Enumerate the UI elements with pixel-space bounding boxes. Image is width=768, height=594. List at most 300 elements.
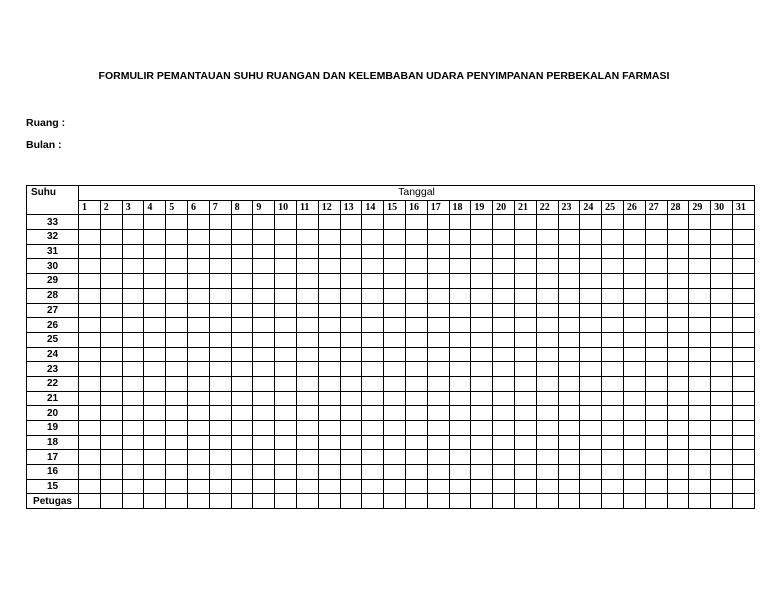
grid-cell[interactable] [493, 450, 515, 465]
grid-cell[interactable] [427, 259, 449, 274]
grid-cell[interactable] [580, 259, 602, 274]
grid-cell[interactable] [711, 435, 733, 450]
grid-cell[interactable] [580, 230, 602, 245]
grid-cell[interactable] [449, 230, 471, 245]
grid-cell[interactable] [100, 391, 122, 406]
grid-cell[interactable] [645, 421, 667, 436]
grid-cell[interactable] [732, 215, 754, 230]
grid-cell[interactable] [122, 215, 144, 230]
grid-cell[interactable] [209, 376, 231, 391]
grid-cell[interactable] [449, 332, 471, 347]
grid-cell[interactable] [384, 450, 406, 465]
grid-cell[interactable] [362, 406, 384, 421]
grid-cell[interactable] [384, 435, 406, 450]
grid-cell[interactable] [100, 435, 122, 450]
grid-cell[interactable] [231, 391, 253, 406]
grid-cell[interactable] [645, 215, 667, 230]
grid-cell[interactable] [318, 479, 340, 494]
grid-cell[interactable] [711, 215, 733, 230]
grid-cell[interactable] [602, 421, 624, 436]
grid-cell[interactable] [623, 479, 645, 494]
grid-cell[interactable] [318, 230, 340, 245]
grid-cell[interactable] [166, 259, 188, 274]
grid-cell[interactable] [405, 494, 427, 509]
grid-cell[interactable] [405, 376, 427, 391]
grid-cell[interactable] [209, 362, 231, 377]
grid-cell[interactable] [296, 259, 318, 274]
grid-cell[interactable] [275, 303, 297, 318]
grid-cell[interactable] [296, 332, 318, 347]
grid-cell[interactable] [602, 332, 624, 347]
grid-cell[interactable] [580, 465, 602, 480]
grid-cell[interactable] [275, 274, 297, 289]
grid-cell[interactable] [558, 362, 580, 377]
grid-cell[interactable] [689, 465, 711, 480]
grid-cell[interactable] [471, 494, 493, 509]
grid-cell[interactable] [732, 406, 754, 421]
grid-cell[interactable] [645, 332, 667, 347]
grid-cell[interactable] [384, 288, 406, 303]
grid-cell[interactable] [667, 332, 689, 347]
grid-cell[interactable] [100, 450, 122, 465]
grid-cell[interactable] [580, 391, 602, 406]
grid-cell[interactable] [275, 465, 297, 480]
grid-cell[interactable] [667, 465, 689, 480]
grid-cell[interactable] [732, 288, 754, 303]
grid-cell[interactable] [296, 465, 318, 480]
grid-cell[interactable] [187, 318, 209, 333]
grid-cell[interactable] [514, 332, 536, 347]
grid-cell[interactable] [275, 406, 297, 421]
grid-cell[interactable] [471, 274, 493, 289]
bulan-field[interactable]: Bulan : [26, 139, 62, 151]
grid-cell[interactable] [732, 274, 754, 289]
grid-cell[interactable] [732, 318, 754, 333]
grid-cell[interactable] [645, 259, 667, 274]
grid-cell[interactable] [296, 479, 318, 494]
grid-cell[interactable] [209, 421, 231, 436]
grid-cell[interactable] [275, 288, 297, 303]
grid-cell[interactable] [623, 376, 645, 391]
grid-cell[interactable] [318, 450, 340, 465]
grid-cell[interactable] [340, 450, 362, 465]
grid-cell[interactable] [79, 347, 101, 362]
grid-cell[interactable] [514, 391, 536, 406]
grid-cell[interactable] [667, 274, 689, 289]
grid-cell[interactable] [209, 215, 231, 230]
grid-cell[interactable] [296, 362, 318, 377]
grid-cell[interactable] [166, 244, 188, 259]
grid-cell[interactable] [187, 494, 209, 509]
grid-cell[interactable] [602, 230, 624, 245]
grid-cell[interactable] [689, 215, 711, 230]
grid-cell[interactable] [732, 450, 754, 465]
grid-cell[interactable] [296, 376, 318, 391]
grid-cell[interactable] [405, 230, 427, 245]
grid-cell[interactable] [623, 288, 645, 303]
grid-cell[interactable] [209, 347, 231, 362]
grid-cell[interactable] [645, 347, 667, 362]
grid-cell[interactable] [166, 362, 188, 377]
grid-cell[interactable] [449, 391, 471, 406]
grid-cell[interactable] [558, 391, 580, 406]
grid-cell[interactable] [689, 406, 711, 421]
grid-cell[interactable] [166, 230, 188, 245]
grid-cell[interactable] [711, 421, 733, 436]
grid-cell[interactable] [384, 244, 406, 259]
grid-cell[interactable] [122, 494, 144, 509]
grid-cell[interactable] [558, 406, 580, 421]
grid-cell[interactable] [275, 494, 297, 509]
grid-cell[interactable] [296, 230, 318, 245]
grid-cell[interactable] [732, 421, 754, 436]
grid-cell[interactable] [667, 288, 689, 303]
grid-cell[interactable] [253, 347, 275, 362]
grid-cell[interactable] [471, 215, 493, 230]
grid-cell[interactable] [732, 259, 754, 274]
grid-cell[interactable] [275, 318, 297, 333]
grid-cell[interactable] [384, 259, 406, 274]
grid-cell[interactable] [711, 303, 733, 318]
grid-cell[interactable] [493, 230, 515, 245]
grid-cell[interactable] [166, 376, 188, 391]
grid-cell[interactable] [122, 406, 144, 421]
grid-cell[interactable] [231, 479, 253, 494]
grid-cell[interactable] [144, 244, 166, 259]
grid-cell[interactable] [602, 450, 624, 465]
grid-cell[interactable] [122, 376, 144, 391]
grid-cell[interactable] [493, 318, 515, 333]
grid-cell[interactable] [514, 465, 536, 480]
grid-cell[interactable] [296, 450, 318, 465]
grid-cell[interactable] [296, 274, 318, 289]
grid-cell[interactable] [340, 274, 362, 289]
grid-cell[interactable] [253, 421, 275, 436]
grid-cell[interactable] [471, 288, 493, 303]
grid-cell[interactable] [122, 450, 144, 465]
grid-cell[interactable] [711, 494, 733, 509]
grid-cell[interactable] [318, 465, 340, 480]
grid-cell[interactable] [493, 259, 515, 274]
grid-cell[interactable] [471, 230, 493, 245]
grid-cell[interactable] [558, 215, 580, 230]
grid-cell[interactable] [296, 347, 318, 362]
grid-cell[interactable] [449, 479, 471, 494]
grid-cell[interactable] [362, 376, 384, 391]
grid-cell[interactable] [231, 303, 253, 318]
grid-cell[interactable] [318, 288, 340, 303]
grid-cell[interactable] [318, 406, 340, 421]
grid-cell[interactable] [384, 230, 406, 245]
grid-cell[interactable] [79, 362, 101, 377]
grid-cell[interactable] [79, 318, 101, 333]
grid-cell[interactable] [580, 288, 602, 303]
grid-cell[interactable] [253, 288, 275, 303]
grid-cell[interactable] [732, 362, 754, 377]
grid-cell[interactable] [296, 215, 318, 230]
grid-cell[interactable] [122, 318, 144, 333]
grid-cell[interactable] [340, 332, 362, 347]
grid-cell[interactable] [558, 332, 580, 347]
grid-cell[interactable] [340, 259, 362, 274]
grid-cell[interactable] [536, 244, 558, 259]
grid-cell[interactable] [449, 465, 471, 480]
grid-cell[interactable] [79, 450, 101, 465]
grid-cell[interactable] [536, 215, 558, 230]
grid-cell[interactable] [340, 303, 362, 318]
grid-cell[interactable] [623, 274, 645, 289]
grid-cell[interactable] [427, 391, 449, 406]
grid-cell[interactable] [471, 465, 493, 480]
grid-cell[interactable] [275, 450, 297, 465]
grid-cell[interactable] [558, 376, 580, 391]
grid-cell[interactable] [689, 274, 711, 289]
grid-cell[interactable] [384, 406, 406, 421]
grid-cell[interactable] [645, 318, 667, 333]
grid-cell[interactable] [493, 332, 515, 347]
grid-cell[interactable] [405, 332, 427, 347]
grid-cell[interactable] [449, 494, 471, 509]
grid-cell[interactable] [231, 435, 253, 450]
grid-cell[interactable] [449, 259, 471, 274]
grid-cell[interactable] [340, 465, 362, 480]
grid-cell[interactable] [514, 288, 536, 303]
grid-cell[interactable] [623, 303, 645, 318]
grid-cell[interactable] [623, 494, 645, 509]
grid-cell[interactable] [536, 450, 558, 465]
grid-cell[interactable] [122, 274, 144, 289]
grid-cell[interactable] [209, 259, 231, 274]
grid-cell[interactable] [187, 215, 209, 230]
grid-cell[interactable] [536, 303, 558, 318]
grid-cell[interactable] [144, 274, 166, 289]
grid-cell[interactable] [514, 362, 536, 377]
grid-cell[interactable] [187, 288, 209, 303]
grid-cell[interactable] [187, 259, 209, 274]
grid-cell[interactable] [253, 259, 275, 274]
grid-cell[interactable] [79, 288, 101, 303]
grid-cell[interactable] [79, 435, 101, 450]
grid-cell[interactable] [623, 406, 645, 421]
grid-cell[interactable] [384, 303, 406, 318]
grid-cell[interactable] [471, 318, 493, 333]
grid-cell[interactable] [536, 288, 558, 303]
grid-cell[interactable] [144, 479, 166, 494]
grid-cell[interactable] [187, 332, 209, 347]
grid-cell[interactable] [187, 391, 209, 406]
grid-cell[interactable] [623, 421, 645, 436]
grid-cell[interactable] [144, 494, 166, 509]
grid-cell[interactable] [427, 421, 449, 436]
grid-cell[interactable] [689, 494, 711, 509]
grid-cell[interactable] [100, 215, 122, 230]
grid-cell[interactable] [79, 303, 101, 318]
grid-cell[interactable] [602, 244, 624, 259]
grid-cell[interactable] [362, 421, 384, 436]
grid-cell[interactable] [514, 259, 536, 274]
grid-cell[interactable] [340, 288, 362, 303]
grid-cell[interactable] [645, 406, 667, 421]
grid-cell[interactable] [340, 421, 362, 436]
grid-cell[interactable] [493, 274, 515, 289]
grid-cell[interactable] [231, 288, 253, 303]
grid-cell[interactable] [231, 421, 253, 436]
grid-cell[interactable] [187, 465, 209, 480]
grid-cell[interactable] [711, 244, 733, 259]
grid-cell[interactable] [405, 450, 427, 465]
grid-cell[interactable] [122, 435, 144, 450]
grid-cell[interactable] [253, 303, 275, 318]
grid-cell[interactable] [384, 274, 406, 289]
grid-cell[interactable] [558, 303, 580, 318]
grid-cell[interactable] [253, 318, 275, 333]
grid-cell[interactable] [514, 435, 536, 450]
grid-cell[interactable] [340, 362, 362, 377]
grid-cell[interactable] [514, 479, 536, 494]
grid-cell[interactable] [231, 230, 253, 245]
grid-cell[interactable] [645, 479, 667, 494]
grid-cell[interactable] [493, 421, 515, 436]
grid-cell[interactable] [667, 303, 689, 318]
grid-cell[interactable] [79, 244, 101, 259]
grid-cell[interactable] [471, 362, 493, 377]
grid-cell[interactable] [187, 450, 209, 465]
grid-cell[interactable] [144, 318, 166, 333]
grid-cell[interactable] [79, 406, 101, 421]
grid-cell[interactable] [100, 244, 122, 259]
grid-cell[interactable] [667, 347, 689, 362]
grid-cell[interactable] [623, 450, 645, 465]
grid-cell[interactable] [558, 274, 580, 289]
grid-cell[interactable] [275, 479, 297, 494]
grid-cell[interactable] [405, 244, 427, 259]
grid-cell[interactable] [602, 435, 624, 450]
grid-cell[interactable] [623, 215, 645, 230]
grid-cell[interactable] [623, 435, 645, 450]
grid-cell[interactable] [318, 376, 340, 391]
grid-cell[interactable] [689, 347, 711, 362]
grid-cell[interactable] [427, 362, 449, 377]
grid-cell[interactable] [514, 376, 536, 391]
grid-cell[interactable] [187, 435, 209, 450]
grid-cell[interactable] [209, 230, 231, 245]
grid-cell[interactable] [602, 259, 624, 274]
grid-cell[interactable] [384, 347, 406, 362]
grid-cell[interactable] [340, 244, 362, 259]
grid-cell[interactable] [667, 494, 689, 509]
grid-cell[interactable] [689, 479, 711, 494]
grid-cell[interactable] [318, 435, 340, 450]
grid-cell[interactable] [623, 332, 645, 347]
grid-cell[interactable] [187, 244, 209, 259]
grid-cell[interactable] [536, 376, 558, 391]
grid-cell[interactable] [667, 435, 689, 450]
grid-cell[interactable] [471, 347, 493, 362]
grid-cell[interactable] [580, 274, 602, 289]
grid-cell[interactable] [340, 215, 362, 230]
grid-cell[interactable] [384, 465, 406, 480]
grid-cell[interactable] [275, 391, 297, 406]
grid-cell[interactable] [166, 288, 188, 303]
grid-cell[interactable] [144, 303, 166, 318]
grid-cell[interactable] [231, 274, 253, 289]
grid-cell[interactable] [427, 215, 449, 230]
grid-cell[interactable] [602, 465, 624, 480]
grid-cell[interactable] [514, 318, 536, 333]
grid-cell[interactable] [79, 376, 101, 391]
grid-cell[interactable] [340, 479, 362, 494]
grid-cell[interactable] [645, 435, 667, 450]
grid-cell[interactable] [536, 230, 558, 245]
grid-cell[interactable] [100, 362, 122, 377]
grid-cell[interactable] [275, 259, 297, 274]
grid-cell[interactable] [122, 362, 144, 377]
grid-cell[interactable] [602, 362, 624, 377]
grid-cell[interactable] [449, 421, 471, 436]
grid-cell[interactable] [689, 230, 711, 245]
grid-cell[interactable] [318, 391, 340, 406]
grid-cell[interactable] [536, 274, 558, 289]
grid-cell[interactable] [427, 332, 449, 347]
grid-cell[interactable] [427, 244, 449, 259]
grid-cell[interactable] [536, 406, 558, 421]
grid-cell[interactable] [602, 303, 624, 318]
grid-cell[interactable] [405, 465, 427, 480]
grid-cell[interactable] [645, 450, 667, 465]
grid-cell[interactable] [405, 421, 427, 436]
grid-cell[interactable] [362, 479, 384, 494]
grid-cell[interactable] [122, 391, 144, 406]
grid-cell[interactable] [427, 479, 449, 494]
grid-cell[interactable] [122, 288, 144, 303]
grid-cell[interactable] [231, 259, 253, 274]
grid-cell[interactable] [580, 303, 602, 318]
grid-cell[interactable] [602, 318, 624, 333]
grid-cell[interactable] [362, 318, 384, 333]
grid-cell[interactable] [253, 406, 275, 421]
grid-cell[interactable] [732, 494, 754, 509]
grid-cell[interactable] [144, 230, 166, 245]
grid-cell[interactable] [667, 215, 689, 230]
grid-cell[interactable] [384, 391, 406, 406]
grid-cell[interactable] [405, 406, 427, 421]
grid-cell[interactable] [514, 303, 536, 318]
grid-cell[interactable] [667, 362, 689, 377]
grid-cell[interactable] [602, 494, 624, 509]
grid-cell[interactable] [427, 465, 449, 480]
grid-cell[interactable] [187, 479, 209, 494]
grid-cell[interactable] [362, 303, 384, 318]
grid-cell[interactable] [689, 332, 711, 347]
grid-cell[interactable] [187, 362, 209, 377]
grid-cell[interactable] [296, 318, 318, 333]
grid-cell[interactable] [471, 244, 493, 259]
grid-cell[interactable] [427, 303, 449, 318]
grid-cell[interactable] [427, 376, 449, 391]
grid-cell[interactable] [514, 274, 536, 289]
grid-cell[interactable] [384, 215, 406, 230]
grid-cell[interactable] [318, 274, 340, 289]
grid-cell[interactable] [427, 435, 449, 450]
grid-cell[interactable] [493, 435, 515, 450]
grid-cell[interactable] [209, 332, 231, 347]
grid-cell[interactable] [471, 332, 493, 347]
grid-cell[interactable] [667, 391, 689, 406]
grid-cell[interactable] [253, 479, 275, 494]
grid-cell[interactable] [144, 421, 166, 436]
grid-cell[interactable] [253, 215, 275, 230]
grid-cell[interactable] [405, 215, 427, 230]
